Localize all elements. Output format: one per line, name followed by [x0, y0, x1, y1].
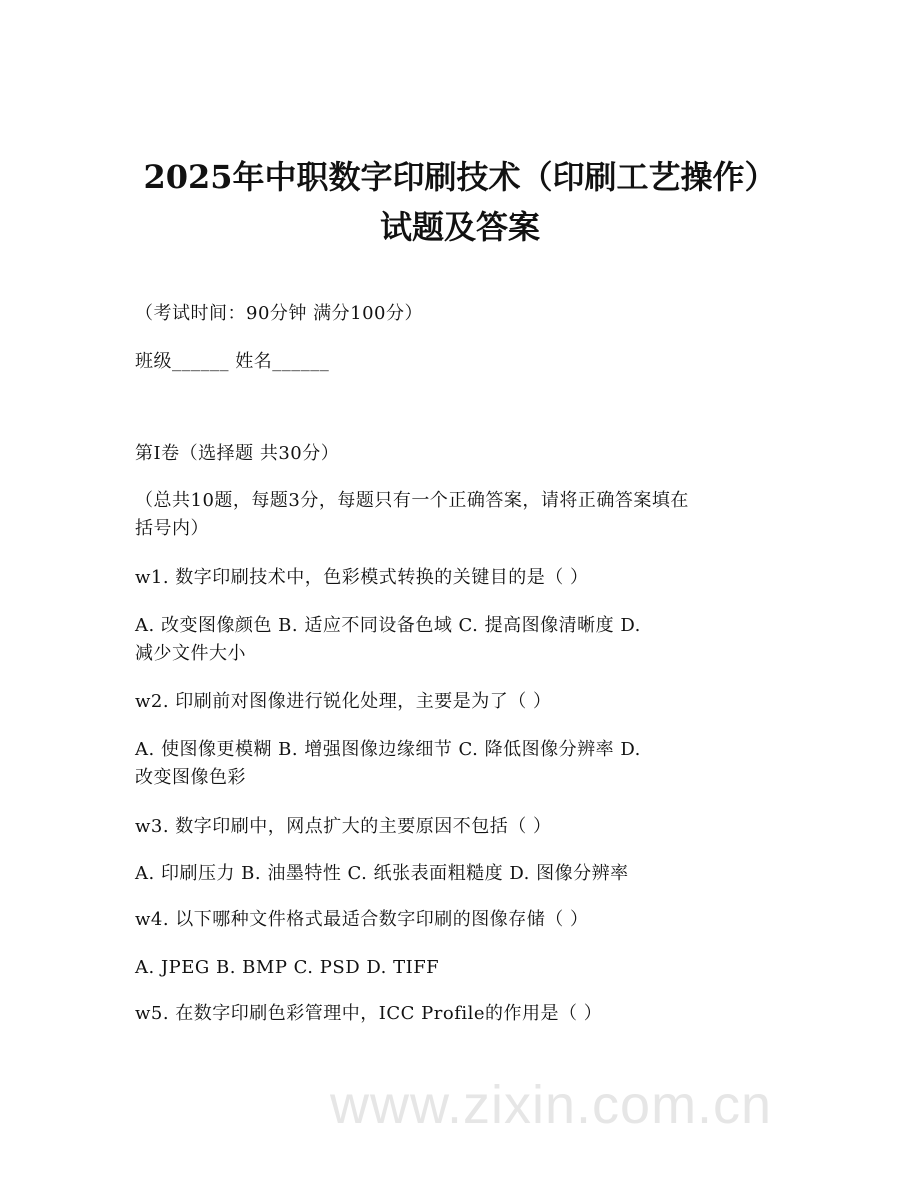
question-3-options: A. 印刷压力 B. 油墨特性 C. 纸张表面粗糙度 D. 图像分辨率 [135, 863, 629, 884]
question-5: w5. 在数字印刷色彩管理中，ICC Profile的作用是（ ） [135, 1003, 603, 1024]
question-1-options: A. 改变图像颜色 B. 适应不同设备色域 C. 提高图像清晰度 D. [135, 615, 641, 636]
document-title-line2: 试题及答案 [379, 208, 540, 246]
section-heading: 第I卷（选择题 共30分） [135, 443, 340, 464]
document-title-line1: 2025年中职数字印刷技术（印刷工艺操作） [143, 158, 777, 196]
class-name-fields: 班级______ 姓名______ [135, 351, 330, 372]
question-4: w4. 以下哪种文件格式最适合数字印刷的图像存储（ ） [135, 909, 589, 930]
question-2-options: A. 使图像更模糊 B. 增强图像边缘细节 C. 降低图像分辨率 D. [135, 739, 641, 760]
exam-info: （考试时间：90分钟 满分100分） [135, 303, 423, 324]
question-1: w1. 数字印刷技术中，色彩模式转换的关键目的是（ ） [135, 567, 589, 588]
watermark: www.zixin.com.cn [330, 1075, 773, 1135]
question-2: w2. 印刷前对图像进行锐化处理，主要是为了（ ） [135, 691, 552, 712]
question-2-options-cont: 改变图像色彩 [135, 767, 246, 788]
question-1-options-cont: 减少文件大小 [135, 643, 246, 664]
section-instructions: （总共10题，每题3分，每题只有一个正确答案，请将正确答案填在 [135, 490, 689, 511]
question-4-options: A. JPEG B. BMP C. PSD D. TIFF [135, 957, 440, 978]
question-3: w3. 数字印刷中，网点扩大的主要原因不包括（ ） [135, 816, 552, 837]
section-instructions-cont: 括号内） [135, 518, 209, 539]
